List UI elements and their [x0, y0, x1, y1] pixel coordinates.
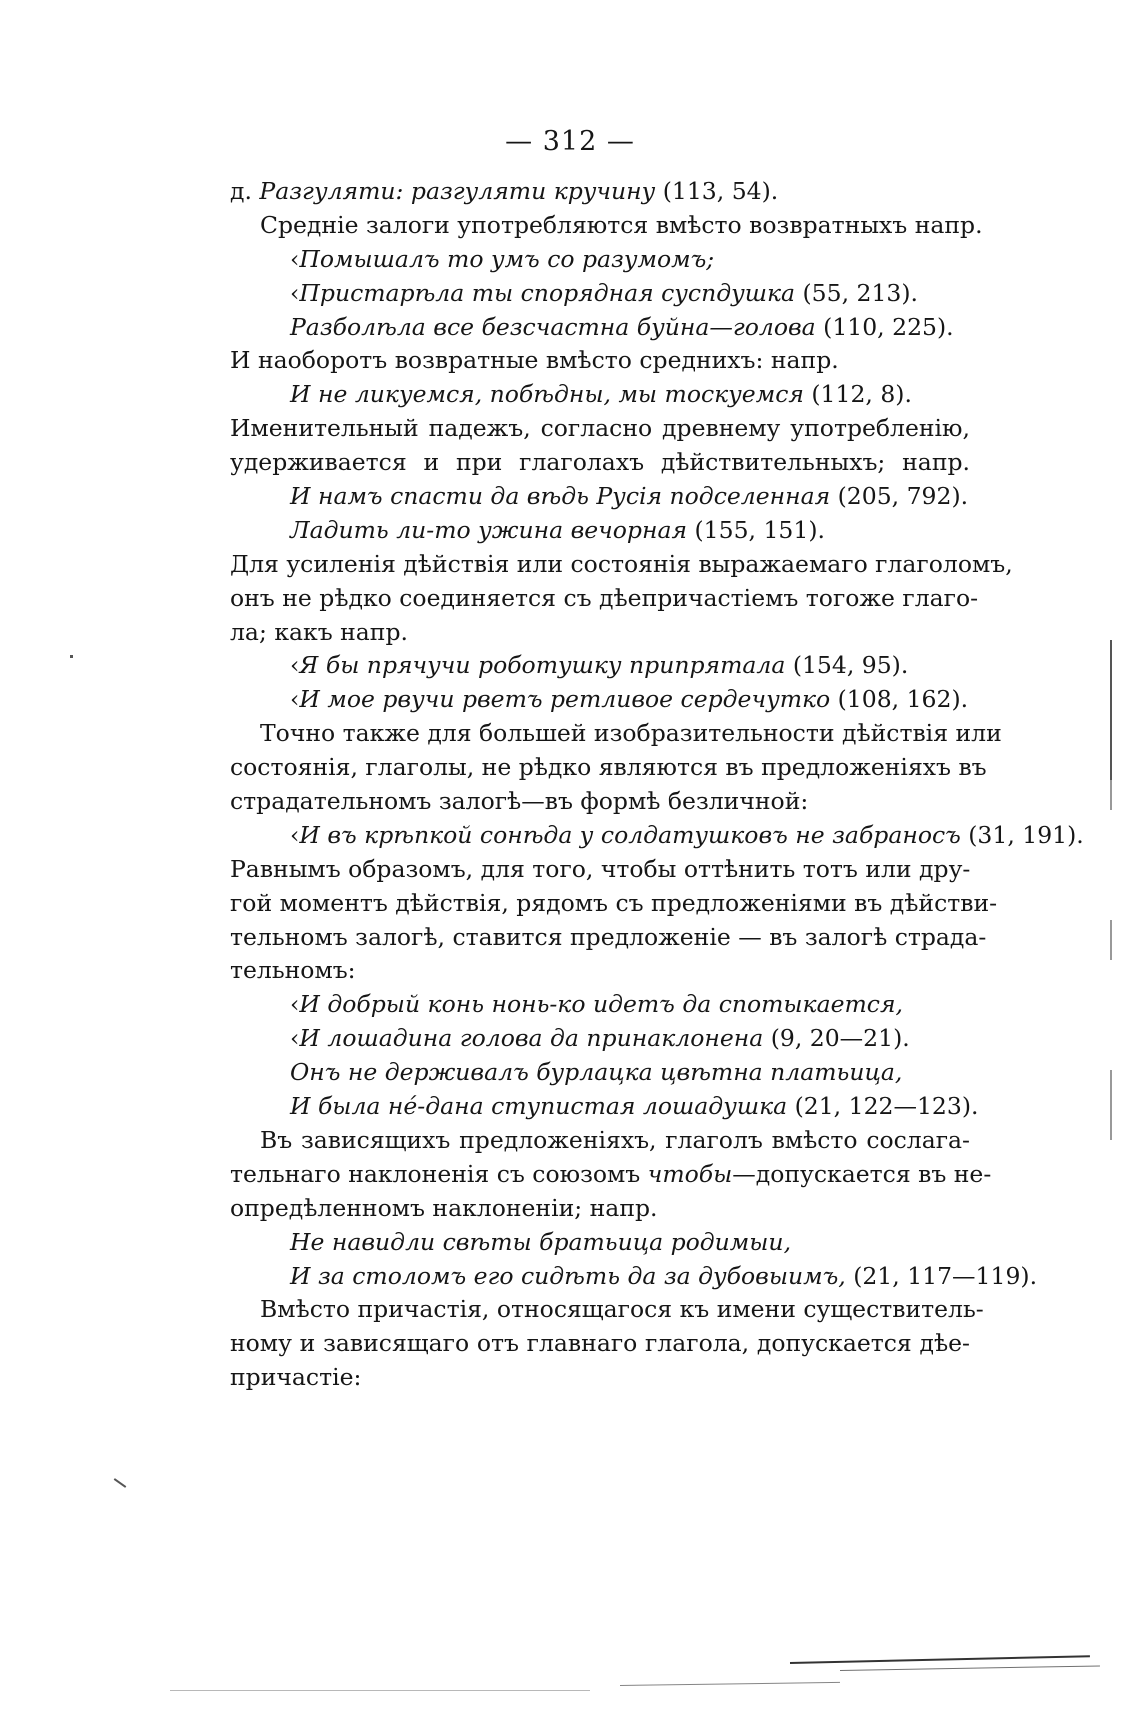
text-line — [230, 378, 970, 412]
italic-run: И за столомъ его сидѣть да за дубовыимъ, — [290, 1261, 846, 1290]
text-line — [230, 1124, 970, 1158]
text-line — [230, 1226, 970, 1260]
text-line — [230, 175, 970, 209]
text-run: состоянія, глаголы, не рѣдко являются въ предложеніяхъ въ — [230, 753, 987, 782]
text-run: (154, 95). — [785, 651, 909, 680]
text-run: (113, 54). — [655, 177, 779, 205]
text-body — [230, 175, 1084, 1395]
text-run: удерживается и при глаголахъ дѣйствительныхъ; напр. — [230, 448, 970, 477]
text-run: гой моментъ дѣйствія, рядомъ съ предложеніями въ дѣйстви- — [230, 888, 998, 917]
text-run: ла; какъ напр. — [230, 617, 408, 646]
italic-run: И мое рвучи рветъ ретливое сердечутко — [299, 685, 831, 714]
scan-line — [790, 1655, 1090, 1664]
text-run: ‹ — [290, 820, 300, 849]
text-line — [230, 1327, 970, 1361]
text-run: тельномъ залогѣ, ставится предложеніе — въ залогѣ страда- — [230, 922, 987, 951]
text-run: Именительный падежъ, согласно древнему употребленію, — [230, 414, 970, 443]
text-run: онъ не рѣдко соединяется съ дѣепричастіемъ тогоже глаго- — [230, 583, 979, 612]
page-number: — 312 — — [505, 126, 635, 157]
text-line — [230, 480, 970, 514]
text-line — [230, 277, 970, 311]
text-line — [230, 1192, 970, 1226]
text-line — [230, 548, 1013, 582]
italic-run: Помышалъ то умъ со разумомъ; — [299, 244, 715, 273]
text-run: опредѣленномъ наклоненіи; напр. — [230, 1193, 658, 1222]
text-line — [230, 1158, 992, 1192]
text-run: Для усиленія дѣйствія или состоянія выражаемаго глаголомъ, — [230, 549, 1013, 578]
text-line — [230, 988, 970, 1022]
text-run: причастіе: — [230, 1363, 362, 1392]
italic-run: Не навидли свѣты братьица родимыи, — [290, 1227, 792, 1256]
text-line — [230, 853, 970, 887]
italic-run: И намъ спасти да вѣдь Русія подселенная — [290, 482, 831, 511]
text-run: (21, 122—123). — [787, 1092, 979, 1121]
text-run: Въ зависящихъ предложеніяхъ, глаголъ вмѣсто сослага- — [260, 1125, 970, 1154]
italic-run: И добрый конь нонь-ко идетъ да спотыкается, — [299, 990, 903, 1019]
italic-run: Ладить ли-то ужина вечорная — [290, 515, 688, 544]
text-line — [230, 1361, 970, 1395]
text-line — [230, 887, 998, 921]
text-line — [230, 412, 970, 446]
text-run: (55, 213). — [795, 278, 919, 307]
text-run: д. — [230, 177, 260, 205]
italic-run: И была не́-дана ступистая лошадушка — [290, 1092, 788, 1121]
text-run: тельнаго наклоненія съ союзомъ — [230, 1159, 648, 1188]
text-line — [230, 1293, 984, 1327]
text-line — [230, 785, 970, 819]
text-run: Вмѣсто причастія, относящагося къ имени существитель- — [260, 1295, 984, 1324]
text-line — [230, 1056, 970, 1090]
text-run: —допускается въ не- — [732, 1159, 992, 1188]
italic-run: И лошадина голова да принаклонена — [299, 1024, 764, 1053]
text-run: ному и зависящаго отъ главнаго глагола, допускается дѣе- — [230, 1329, 970, 1358]
italic-run: Пристарѣла ты спорядная суспдушка — [299, 278, 796, 307]
italic-run: Я бы прячучи роботушку припрятала — [299, 651, 786, 680]
italic-run: чтобы — [647, 1159, 733, 1188]
text-line — [230, 514, 970, 548]
text-line — [230, 1022, 970, 1056]
text-run: Средніе залоги употребляются вмѣсто возвратныхъ напр. — [260, 210, 983, 239]
scan-line — [840, 1665, 1100, 1671]
text-line — [230, 446, 970, 480]
text-line — [230, 582, 979, 616]
text-run: Равнымъ образомъ, для того, чтобы оттѣнить тотъ или дру- — [230, 854, 971, 883]
scan-edge-mark — [1110, 1070, 1112, 1140]
text-run: ‹ — [290, 278, 300, 307]
text-run: страдательномъ залогѣ—въ формѣ безличной: — [230, 787, 809, 816]
text-run: ‹ — [290, 244, 300, 273]
text-line — [230, 921, 987, 955]
scan-speck — [70, 655, 73, 658]
text-run: (108, 162). — [830, 685, 969, 714]
text-run: (110, 225). — [815, 312, 954, 341]
text-run: ‹ — [290, 990, 300, 1019]
text-run: тельномъ: — [230, 956, 356, 985]
scan-line — [620, 1682, 840, 1686]
text-line — [230, 649, 970, 683]
text-run: Точно также для большей изобразительности дѣйствія или — [260, 719, 1002, 748]
scan-speck — [114, 1478, 127, 1488]
italic-run: И въ крѣпкой сонѣда у солдатушковъ не забраносъ — [299, 820, 961, 849]
scan-edge-mark — [1110, 780, 1112, 810]
text-run: (21, 117—119). — [845, 1261, 1038, 1290]
scan-edge-mark — [1110, 920, 1112, 960]
text-run: И наоборотъ возвратные вмѣсто среднихъ: напр. — [230, 346, 839, 375]
text-line — [230, 209, 983, 243]
italic-run: И не ликуемся, побѣдны, мы тоскуемся — [290, 380, 804, 409]
text-run: (205, 792). — [830, 482, 969, 511]
text-run: (9, 20—21). — [763, 1024, 910, 1053]
text-line — [230, 683, 970, 717]
text-run: (31, 191). — [960, 820, 1084, 849]
text-line — [230, 344, 970, 378]
text-line — [230, 1090, 979, 1124]
text-run: (112, 8). — [803, 380, 912, 409]
italic-run: Разболѣла все безсчастна буйна—голова — [290, 312, 816, 341]
text-line — [230, 751, 987, 785]
text-run: ‹ — [290, 651, 300, 680]
text-line — [230, 243, 970, 277]
italic-run: Разгуляти: разгуляти кручину — [259, 177, 656, 205]
text-line — [230, 717, 1002, 751]
text-run: ‹ — [290, 685, 300, 714]
text-line — [230, 954, 970, 988]
scan-line — [170, 1690, 590, 1691]
text-line — [230, 311, 970, 345]
italic-run: Онъ не держивалъ бурлацка цвѣтна платьица, — [290, 1058, 903, 1087]
text-line — [230, 616, 970, 650]
text-line — [230, 819, 1084, 853]
text-line — [230, 1260, 1038, 1294]
text-run: (155, 151). — [687, 515, 825, 544]
scan-edge-mark — [1110, 640, 1112, 780]
text-run: ‹ — [290, 1024, 300, 1053]
